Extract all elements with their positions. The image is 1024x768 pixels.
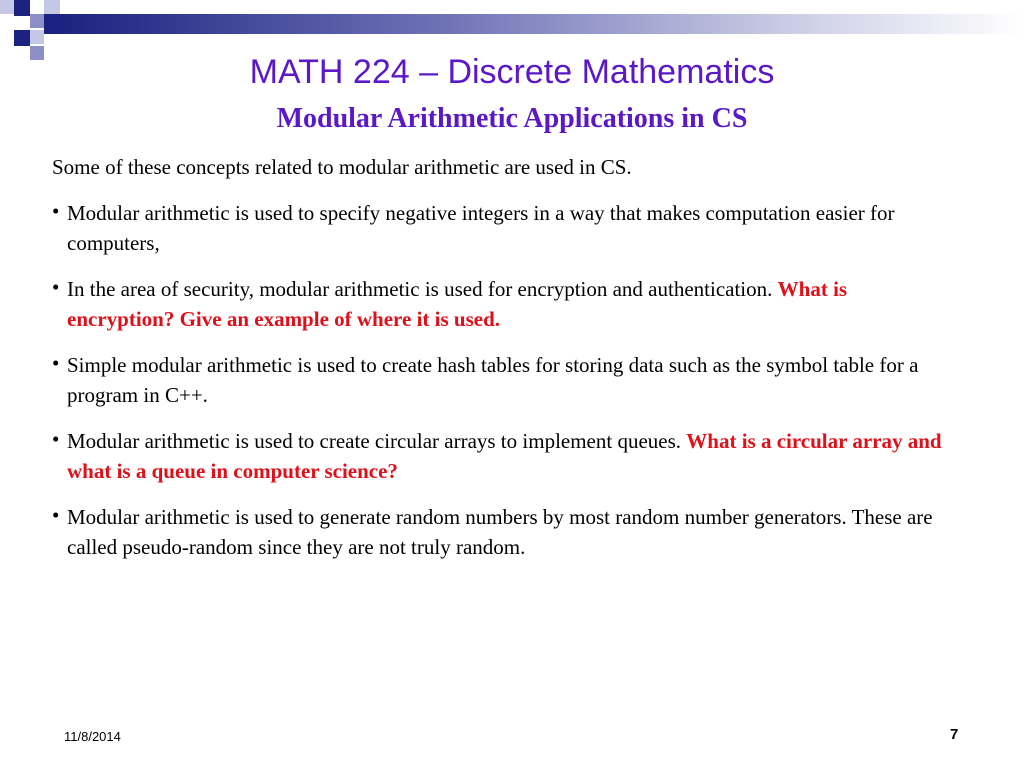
bullet-question: What is encryption? Give an example of where it is used.: [67, 277, 848, 331]
bullet-item: [52, 426, 952, 486]
bullet-dot: •: [52, 199, 60, 223]
bullet-item: [52, 198, 952, 258]
bullet-dot: •: [52, 275, 60, 299]
bullet-item: [52, 350, 952, 410]
deco-square: [44, 14, 60, 34]
intro-text: Some of these concepts related to modular arithmetic are used in CS.: [52, 155, 632, 179]
bullet-text: Modular arithmetic is used to specify negative integers in a way that makes computation easier for computers,: [67, 201, 895, 255]
bullet-item: [52, 502, 952, 562]
bullet-dot: •: [52, 351, 60, 375]
slide-subtitle: Modular Arithmetic Applications in CS: [276, 103, 748, 134]
page-number: 7: [950, 726, 959, 743]
bullet-text: Modular arithmetic is used to generate random numbers by most random number generators. These are called pseudo-random since they are not truly random.: [67, 505, 933, 559]
deco-square: [14, 0, 30, 16]
deco-square: [44, 0, 60, 14]
bullet-dot: •: [52, 427, 60, 451]
bullet-text: Modular arithmetic is used to create circular arrays to implement queues.: [67, 429, 687, 453]
deco-square: [0, 0, 14, 14]
header-gradient-band: [60, 14, 1024, 34]
deco-square: [30, 30, 44, 44]
bullet-text: In the area of security, modular arithmetic is used for encryption and authentication.: [67, 277, 778, 301]
bullet-dot: •: [52, 503, 60, 527]
bullet-text: Simple modular arithmetic is used to create hash tables for storing data such as the symbol table for a program in C++.: [67, 353, 919, 407]
footer-date: 11/8/2014: [64, 729, 121, 744]
slide-title: MATH 224 – Discrete Mathematics: [249, 53, 775, 91]
header-decoration: [0, 0, 1024, 60]
bullet-item: [52, 274, 952, 334]
deco-square: [14, 30, 30, 46]
deco-square: [30, 14, 44, 28]
slide-content: [52, 152, 952, 578]
bullet-question: What is a circular array and what is a queue in computer science?: [67, 429, 942, 483]
